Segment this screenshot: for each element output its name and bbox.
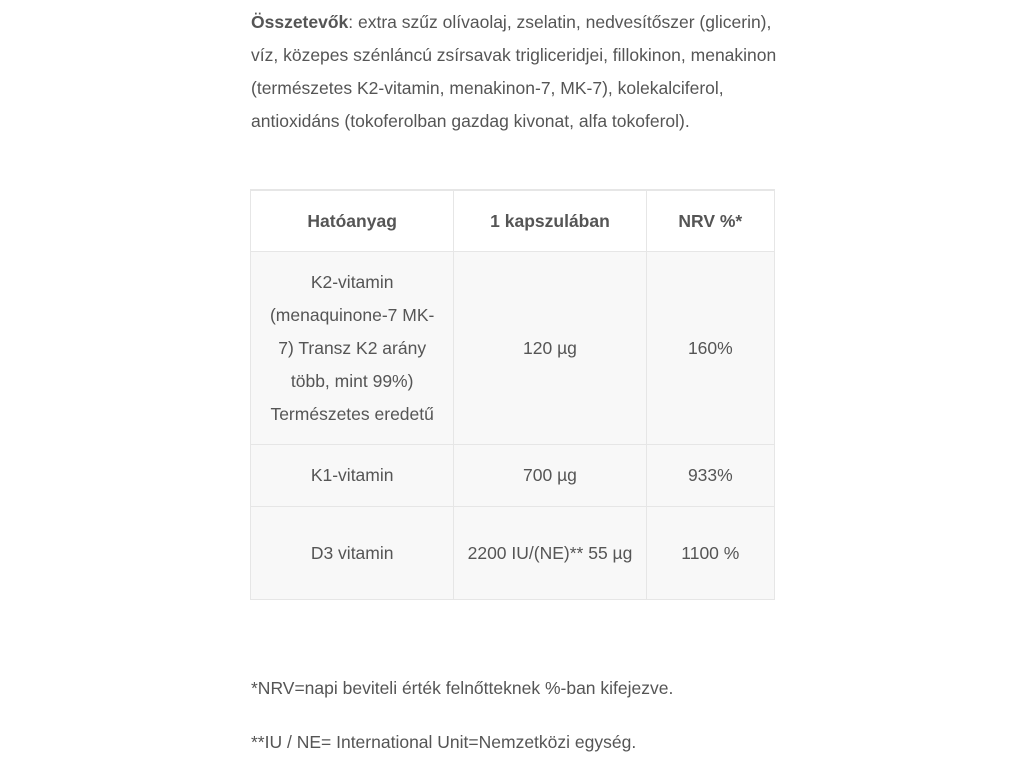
cell-nrv: 160% [646,252,774,445]
cell-amount: 700 µg [454,445,646,507]
ingredients-text: : extra szűz olívaolaj, zselatin, nedvesítőszer (glicerin), víz, közepes szénláncú zsírsavak trigliceridjei, fillokinon, menakinon (természetes K2-vitamin, menakinon-7, MK-7), kolekalciferol, antioxidáns (tokoferolban gazdag kivonat, alfa tokoferol). [251,12,777,131]
table-row [251,252,775,445]
cell-ingredient-name: K2-vitamin (menaquinone-7 MK-7) Transz K2 arány több, mint 99%) Természetes eredetű [251,252,454,445]
cell-nrv: 933% [646,445,774,507]
cell-nrv: 1100 % [646,507,774,600]
ingredients-label: Összetevők [251,12,349,32]
table-header-row [251,190,775,252]
cell-amount: 120 µg [454,252,646,445]
cell-ingredient-name: K1-vitamin [251,445,454,507]
header-nrv: NRV %* [646,190,774,252]
header-per-capsule: 1 kapszulában [454,190,646,252]
table-row [251,507,775,600]
ingredients-paragraph [251,6,791,138]
table-row [251,445,775,507]
footnote-nrv: *NRV=napi beviteli érték felnőtteknek %-ban kifejezve. [251,678,674,698]
nutrition-table [250,189,775,600]
cell-ingredient-name: D3 vitamin [251,507,454,600]
cell-amount: 2200 IU/(NE)** 55 µg [454,507,646,600]
header-active-ingredient: Hatóanyag [251,190,454,252]
footnote-iu: **IU / NE= International Unit=Nemzetközi egység. [251,732,637,752]
